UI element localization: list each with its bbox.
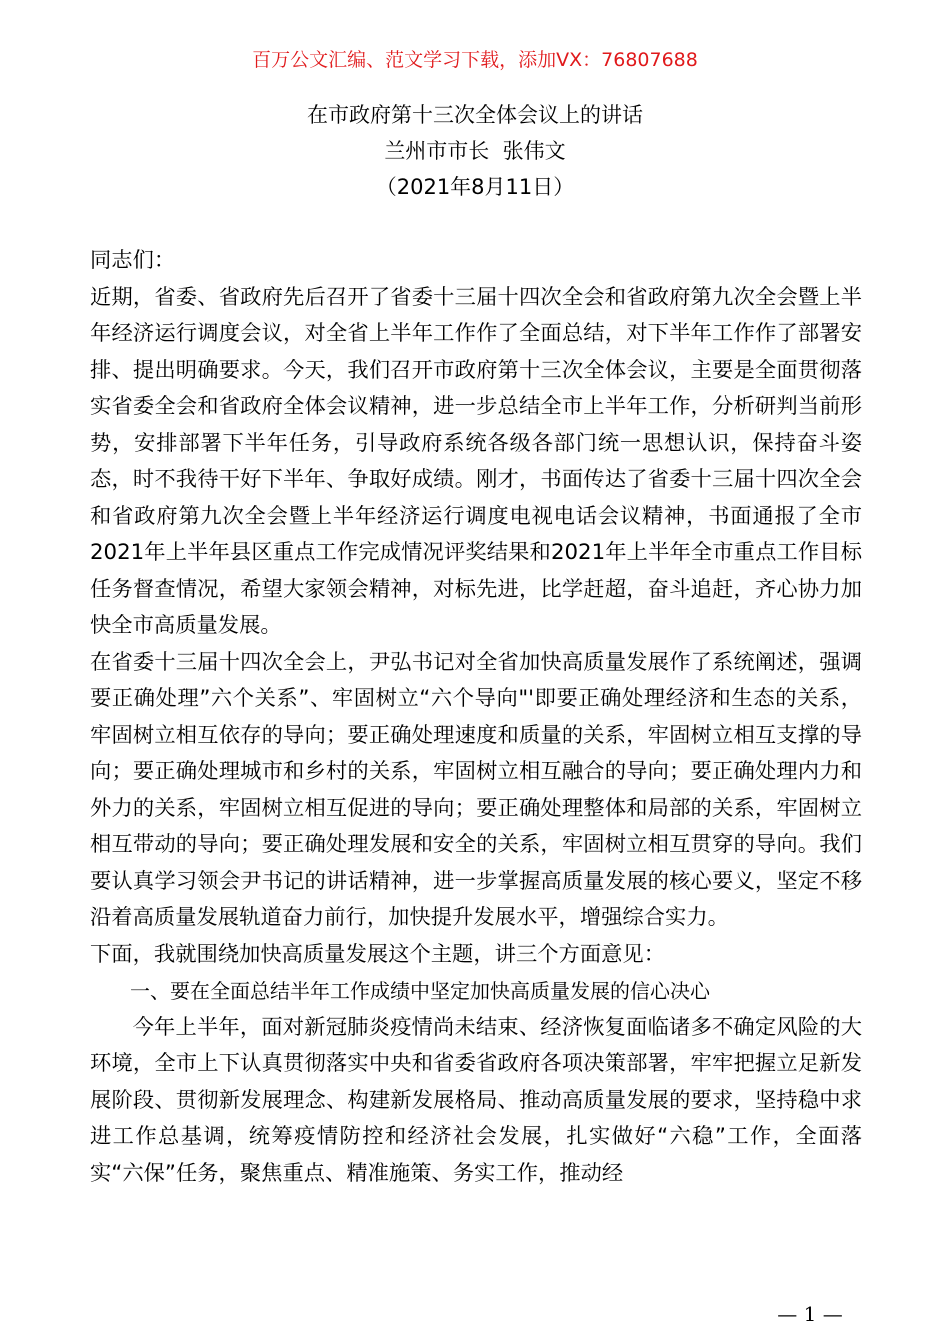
document-header: [0, 97, 950, 205]
salutation: 同志们：: [90, 248, 176, 273]
section-heading: 一、要在全面总结半年工作成绩中坚定加快高质量发展的信心决心: [130, 979, 710, 1003]
body-paragraph: 下面，我就围绕加快高质量发展这个主题，讲三个方面意见：: [90, 941, 666, 967]
document-title: 在市政府第十三次全体会议上的讲话: [307, 103, 643, 127]
page-number: — 1 —: [777, 1302, 843, 1326]
document-date: （2021年8月11日）: [375, 175, 575, 199]
body-paragraph: 今年上半年，面对新冠肺炎疫情尚未结束、经济恢复面临诸多不确定风险的大环境，全市上下认真贯彻落实中央和省委省政府各项决策部署，牢牢把握立足新发展阶段、贯彻新发展理念、构建新发展格局、推动高质量发展的要求，坚持稳中求进工作总基调，统筹疫情防控和经济社会发展，扎实做好“六稳”工作，全面落实“六保”任务，聚焦重点、精准施策、务实工作，推动经: [90, 1014, 862, 1186]
body-paragraph: 在省委十三届十四次全会上，尹弘书记对全省加快高质量发展作了系统阐述，强调要正确处理”六个关系”、牢固树立“六个导向"'即要正确处理经济和生态的关系，牢固树立相互依存的导向；要正确处理速度和质量的关系，牢固树立相互支撑的导向；要正确处理城市和乡村的关系，牢固树立相互融合的导向；要正确处理内力和外力的关系，牢固树立相互促进的导向；要正确处理整体和局部的关系，牢固树立相互带动的导向；要正确处理发展和安全的关系，牢固树立相互贯穿的导向。我们要认真学习领会尹书记的讲话精神，进一步掌握高质量发展的核心要义，坚定不移沿着高质量发展轨道奋力前行，加快提升发展水平，增强综合实力。: [90, 649, 862, 930]
watermark-banner: 百万公文汇编、范文学习下载，添加VX：76807688: [252, 49, 698, 71]
body-paragraph: 近期，省委、省政府先后召开了省委十三届十四次全会和省政府第九次全会暨上半年经济运行调度会议，对全省上半年工作作了全面总结，对下半年工作作了部署安排、提出明确要求。今天，我们召开市政府第十三次全体会议，主要是全面贯彻落实省委全会和省政府全体会议精神，进一步总结全市上半年工作，分析研判当前形势，安排部署下半年任务，引导政府系统各级各部门统一思想认识，保持奋斗姿态，时不我待干好下半年、争取好成绩。刚才，书面传达了省委十三届十四次全会和省政府第九次全会暨上半年经济运行调度电视电话会议精神，书面通报了全市2021年上半年县区重点工作完成情况评奖结果和2021年上半年全市重点工作目标任务督查情况，希望大家领会精神，对标先进，比学赶超，奋斗追赶，齐心协力加快全市高质量发展。: [90, 284, 862, 638]
document-body: [90, 243, 862, 1192]
document-author: 兰州市市长 张伟文: [384, 139, 566, 163]
